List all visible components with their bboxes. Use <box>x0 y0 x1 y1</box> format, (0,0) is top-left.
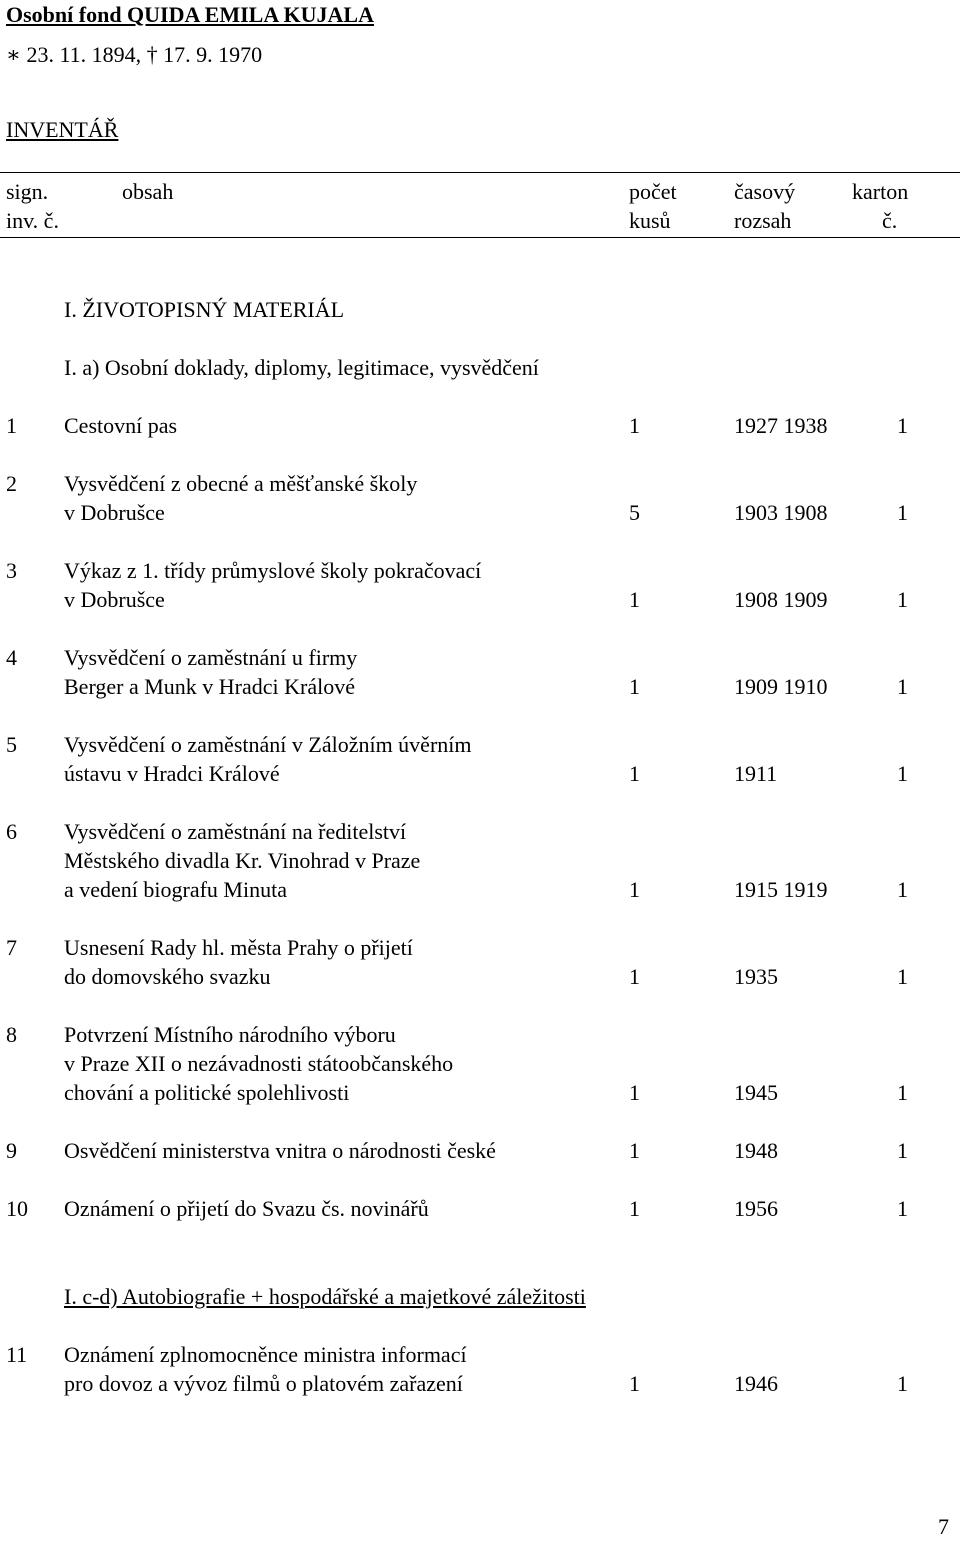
item-time-range: 1956 <box>734 1196 778 1221</box>
item-count: 1 <box>629 964 640 989</box>
item-box-number: 1 <box>897 1196 908 1221</box>
item-number: 9 <box>6 1138 17 1163</box>
life-dates: ∗ 23. 11. 1894, † 17. 9. 1970 <box>6 42 263 67</box>
item-count: 1 <box>629 674 640 699</box>
item-description-line: v Dobrušce <box>64 500 165 525</box>
col-inv: inv. č. <box>6 208 59 233</box>
item-box-number: 1 <box>897 761 908 786</box>
item-time-range: 1945 <box>734 1080 778 1105</box>
item-box-number: 1 <box>897 1138 908 1163</box>
item-number: 5 <box>6 732 17 757</box>
item-time-range: 1903 1908 <box>734 500 828 525</box>
item-description-line: Cestovní pas <box>64 413 178 438</box>
item-count: 1 <box>629 761 640 786</box>
item-time-range: 1927 1938 <box>734 413 828 438</box>
item-description-line: Vysvědčení o zaměstnání v Záložním úvěrním <box>64 732 472 757</box>
item-description-line: Vysvědčení z obecné a měšťanské školy <box>64 471 418 496</box>
item-count: 1 <box>629 1138 640 1163</box>
item-count: 1 <box>629 1080 640 1105</box>
item-box-number: 1 <box>897 1080 908 1105</box>
document-title: Osobní fond QUIDA EMILA KUJALA <box>6 2 374 27</box>
item-count: 5 <box>629 500 640 525</box>
item-description-line: Oznámení zplnomocněnce ministra informací <box>64 1342 467 1367</box>
item-time-range: 1909 1910 <box>734 674 828 699</box>
table-header-rule <box>0 237 960 238</box>
item-description-line: Městského divadla Kr. Vinohrad v Praze <box>64 848 421 873</box>
item-count: 1 <box>629 877 640 902</box>
item-box-number: 1 <box>897 964 908 989</box>
item-description-line: v Dobrušce <box>64 587 165 612</box>
item-description-line: Usnesení Rady hl. města Prahy o přijetí <box>64 935 413 960</box>
item-description-line: Výkaz z 1. třídy průmyslové školy pokračovací <box>64 558 482 583</box>
item-count: 1 <box>629 1196 640 1221</box>
item-time-range: 1935 <box>734 964 778 989</box>
col-kusu: kusů <box>629 208 671 233</box>
col-obsah: obsah <box>122 179 174 204</box>
item-number: 2 <box>6 471 17 496</box>
item-count: 1 <box>629 1371 640 1396</box>
item-number: 6 <box>6 819 17 844</box>
item-description-line: Vysvědčení o zaměstnání na ředitelství <box>64 819 407 844</box>
item-time-range: 1915 1919 <box>734 877 828 902</box>
item-count: 1 <box>629 587 640 612</box>
item-number: 3 <box>6 558 17 583</box>
item-number: 1 <box>6 413 17 438</box>
table-top-rule <box>0 172 960 173</box>
item-number: 11 <box>6 1342 28 1367</box>
item-description-line: v Praze XII o nezávadnosti státoobčanského <box>64 1051 454 1076</box>
section-heading-1cd: I. c-d) Autobiografie + hospodářské a majetkové záležitosti <box>64 1284 586 1309</box>
item-box-number: 1 <box>897 587 908 612</box>
item-number: 8 <box>6 1022 17 1047</box>
section-heading-1: I. ŽIVOTOPISNÝ MATERIÁL <box>64 297 345 322</box>
item-time-range: 1908 1909 <box>734 587 828 612</box>
col-pocet: počet <box>629 179 677 204</box>
item-description-line: Osvědčení ministerstva vnitra o národnosti české <box>64 1138 496 1163</box>
item-description-line: pro dovoz a vývoz filmů o platovém zařazení <box>64 1371 463 1396</box>
item-description-line: ústavu v Hradci Králové <box>64 761 280 786</box>
col-karton-c: č. <box>882 208 898 233</box>
col-casovy: časový <box>734 179 796 204</box>
col-sign: sign. <box>6 179 49 204</box>
item-box-number: 1 <box>897 413 908 438</box>
page-number: 7 <box>938 1514 949 1539</box>
item-description-line: Potvrzení Místního národního výboru <box>64 1022 396 1047</box>
item-description-line: Vysvědčení o zaměstnání u firmy <box>64 645 358 670</box>
item-number: 4 <box>6 645 17 670</box>
item-box-number: 1 <box>897 877 908 902</box>
inventory-heading: INVENTÁŘ <box>6 117 119 142</box>
item-time-range: 1911 <box>734 761 778 786</box>
item-description-line: Berger a Munk v Hradci Králové <box>64 674 355 699</box>
item-time-range: 1948 <box>734 1138 778 1163</box>
item-count: 1 <box>629 413 640 438</box>
item-description-line: Oznámení o přijetí do Svazu čs. novinářů <box>64 1196 429 1221</box>
item-box-number: 1 <box>897 1371 908 1396</box>
item-description-line: chování a politické spolehlivosti <box>64 1080 350 1105</box>
item-description-line: do domovského svazku <box>64 964 271 989</box>
item-time-range: 1946 <box>734 1371 778 1396</box>
col-karton: karton <box>852 179 909 204</box>
item-number: 10 <box>6 1196 28 1221</box>
item-description-line: a vedení biografu Minuta <box>64 877 287 902</box>
item-box-number: 1 <box>897 500 908 525</box>
section-heading-1a: I. a) Osobní doklady, diplomy, legitimace, vysvědčení <box>64 355 539 380</box>
item-box-number: 1 <box>897 674 908 699</box>
col-rozsah: rozsah <box>734 208 792 233</box>
item-number: 7 <box>6 935 17 960</box>
